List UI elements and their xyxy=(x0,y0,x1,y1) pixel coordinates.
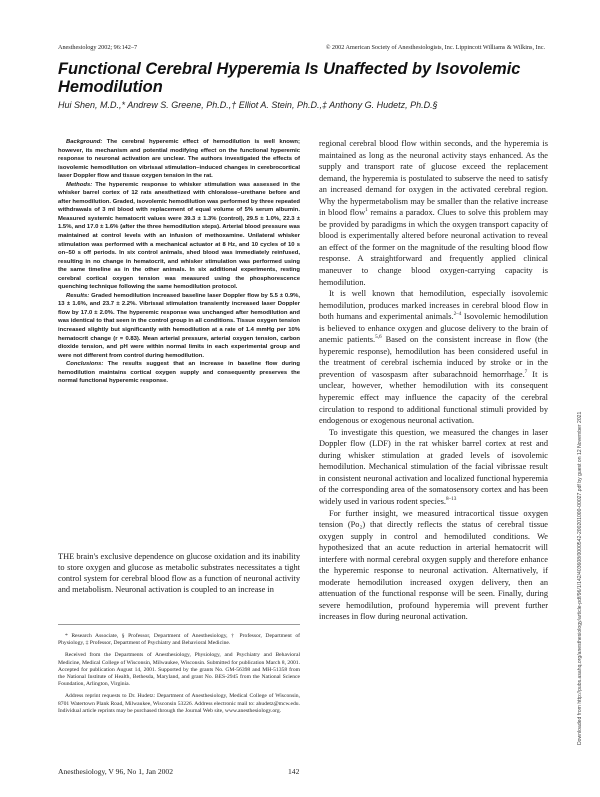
text-span: regional cerebral blood flow within seconds, and the hyperemia is maintained as long as the neuronal activity stays enhanced. As the supply and transport rate of glucose exceed the replacement demand, the hyperemia is postulated to subserve the need to satisfy an increased demand for oxygen in the activated cerebral region. Why the hypermetabolism may be smaller than the relative increase in blood flow xyxy=(319,139,548,218)
abstract-results xyxy=(58,292,300,360)
abstract-background xyxy=(58,138,300,181)
journal-citation: Anesthesiology 2002; 96:142–7 xyxy=(58,44,138,51)
introduction-start xyxy=(58,551,300,595)
abstract xyxy=(58,138,300,386)
copyright-notice: © 2002 American Society of Anesthesiologists, Inc. Lippincott Williams & Wilkins, Inc. xyxy=(325,44,545,51)
right-column xyxy=(319,138,548,623)
abstract-methods xyxy=(58,181,300,292)
text-span: It is unclear, however, whether hemodilution with its consequent hyperemic effect may influence the capacity of the cerebral circulation to respond to additional functional stimuli provided by endogenous or exogenous neuronal activation. xyxy=(319,369,548,426)
article-title: Functional Cerebral Hyperemia Is Unaffected by Isovolemic Hemodilution xyxy=(58,60,521,96)
download-watermark: Downloaded from http://pubs.asahq.org/anesthesiology/article-pdf/96/1/142/403608/0000542-200201000-00027.pdf by guest on 12 November 2021 xyxy=(577,411,583,745)
background-label: Background: xyxy=(66,139,103,145)
methods-label: Methods: xyxy=(66,181,93,188)
page-number: 142 xyxy=(288,767,300,776)
page-footer xyxy=(58,767,545,777)
citation-ref: 2–4 xyxy=(453,311,462,318)
citation-ref: 1 xyxy=(365,207,368,214)
citation-ref: 8–13 xyxy=(445,496,457,503)
col2-paragraph-2 xyxy=(319,288,548,427)
background-text: The cerebral hyperemic effect of hemodilution is well known; however, its mechanism and potential modifying effect on the functional hyperemic response to neuronal activation are unclear. The authors investigated the effects of isovolemic hemodilution on vibrissal stimulation–induced changes in cerebrocortical laser Doppler flow and tissue oxygen tension in the rat. xyxy=(58,139,300,180)
results-label: Results: xyxy=(66,292,90,299)
citation-ref: 7 xyxy=(524,369,528,376)
col2-paragraph-1 xyxy=(319,138,548,288)
footer-citation: Anesthesiology, V 96, No 1, Jan 2002 xyxy=(58,767,174,776)
methods-text: The hyperemic response to whisker stimulation was assessed in the whisker barrel cortex of 12 rats anesthetized with chloralose–urethane before and after hemodilution. Graded, isovolemic hemodilution was performed by three repeated withdrawals of 3 ml blood with replacement of equal volume of 5% serum albumin. Measured systemic hematocrit values were 39.3 ± 1.3% (control), 29.5 ± 1.0%, 22.3 ± 1.5%, and 17.0 ± 1.6% (after the three hemodilution steps). Arterial blood pressure was maintained at control levels with an infusion of methoxamine. Unilateral whisker stimulation was performed with a mechanical actuator at 8 Hz, and 10 cycles of 10 s on–50 s off periods. In six control animals, shed blood was immediately reinfused, resulting in no change in hematocrit, and whisker stimulation was performed using the same timeline as in the other animals. In six additional experiments, resting cerebral cortical oxygen tension was measured using the phosphorescence quenching technique following the same hemodilution protocol. xyxy=(58,181,300,291)
abstract-conclusions xyxy=(58,360,300,386)
footnote-affiliations: * Research Associate, § Professor, Department of Anesthesiology, † Professor, Department of Physiology, ‡ Professor, Department of Psychiatry and Behavioral Medicine. xyxy=(58,633,300,647)
conclusions-text: The results suggest that an increase in baseline flow during hemodilution maintains cortical oxygen supply and consequently preserves the normal functional hyperemic response. xyxy=(58,361,301,385)
text-span: Isovolemic hemodilution is believed to enhance oxygen and glucose delivery to the brain of anemic patients. xyxy=(319,312,548,345)
author-list: Hui Shen, M.D.,* Andrew S. Greene, Ph.D.,† Elliot A. Stein, Ph.D.,‡ Anthony G. Hudetz, Ph.D.§ xyxy=(58,100,438,110)
conclusions-label: Conclusions: xyxy=(66,361,104,368)
footnotes xyxy=(58,624,300,720)
footnote-reprints: Address reprint requests to Dr. Hudetz: Department of Anesthesiology, Medical College of Wisconsin, 8701 Watertown Plank Road, Milwaukee, Wisconsin 53226. Address electronic mail to: ahudetz@mcw.edu. Individual article reprints may be purchased through the Journal Web site, www.anesthesiology.org. xyxy=(58,693,300,714)
text-span: remains a paradox. Clues to solve this problem may be provided by paradigms in which the oxygen transport capacity of blood is experimentally altered before neuronal activation to reveal an effect of the former on the magnitude of the resulting blood flow response. A straightforward and frequently applied clinical maneuver to change blood oxygen-carrying capacity is hemodilution. xyxy=(319,208,548,287)
col2-paragraph-4: For further insight, we measured intracortical tissue oxygen tension (Po₂) that directly reflects the status of cerebral tissue oxygen supply in control and hemodiluted conditions. We hypothesized that an acute reduction in arterial hematocrit will interfere with normal cerebral oxygen supply and therefore enhance the hyperemic response to neuronal activation. Alternatively, if moderate hemodilution increased oxygen delivery, then an attenuation of the functional response will be seen. Finally, during severe hemodilution, profound hyperemia will prevent further increases in flow during neuronal activation. xyxy=(319,508,548,622)
intro-paragraph: THE brain's exclusive dependence on glucose oxidation and its inability to store oxygen and glucose as metabolic substrates necessitates a tight control system for cerebral blood flow as a function of neuronal activity and metabolism. Neuronal activation is coupled to an increase in xyxy=(58,552,300,595)
running-head xyxy=(58,44,545,54)
results-text: Graded hemodilution increased baseline laser Doppler flow by 5.5 ± 0.9%, 13 ± 1.6%, and 23.7 ± 2.2%. Vibrissal stimulation transiently increased laser Doppler flow by 17.0 ± 2.0%. The hyperemic response was unchanged after hemodilution and was identical to that seen in the control group in all conditions. Tissue oxygen tension increased slightly but significantly with hemodilution at a rate of 1.4 mmHg per 10% hematocrit change (r = 0.83). Mean arterial pressure, arterial oxygen tension, carbon dioxide tension, and pH were within normal limits in each experimental group and were not different from control during hemodilution. xyxy=(58,292,300,359)
citation-ref: 5,6 xyxy=(375,334,382,341)
text-span: It is well known that hemodilution, especially isovolemic hemodilution, produces marked increases in cerebral blood flow in both humans and experimental animals. xyxy=(319,289,548,322)
text-span: To investigate this question, we measured the changes in laser Doppler flow (LDF) in the rat whisker barrel cortex at rest and during whisker stimulation at graded levels of isovolemic hemodilution. Mechanical stimulation of the facial vibrissae result in consistent neuronal activation and localized functional hyperemia of the corresponding area of the somatosensory cortex and has been widely used in various rodent species. xyxy=(319,427,548,506)
col2-paragraph-3 xyxy=(319,427,548,508)
text-span: Based on the consistent increase in flow (the hyperemic response), hemodilution has been considered useful in the treatment of cerebral ischemia induced by stroke or in the prevention of vasospasm after subarachnoid hemorrhage. xyxy=(319,335,548,379)
footnote-received: Received from the Departments of Anesthesiology, Physiology, and Psychiatry and Behavioral Medicine, Medical College of Wisconsin, Milwaukee, Wisconsin. Submitted for publication March 8, 2001. Accepted for publication August 14, 2001. Supported by the grants No. GM-56398 and MH-51358 from the National Institute of Health, Bethesda, Maryland, and grant No. BES-2945 from the National Science Foundation, Arlington, Virginia. xyxy=(58,652,300,688)
